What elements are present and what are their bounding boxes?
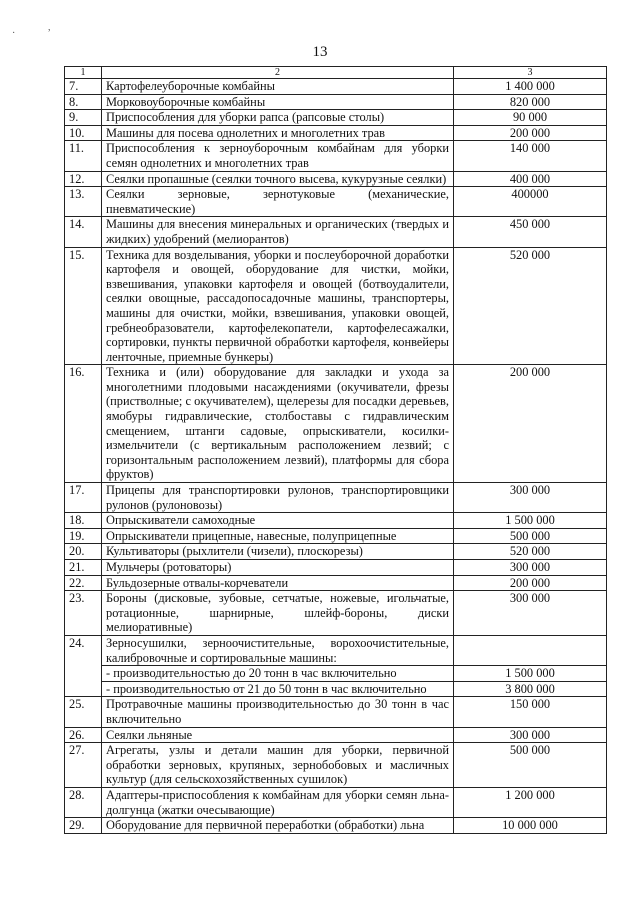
row-number: 23. [65,591,102,636]
row-number: 12. [65,171,102,187]
row-name: Опрыскиватели прицепные, навесные, полуприцепные [102,528,454,544]
row-sum: 500 000 [454,528,607,544]
table-row [65,187,607,217]
table-row [65,171,607,187]
header-col-2: 2 [102,67,454,79]
row-name: Приспособления для уборки рапса (рапсовые столы) [102,110,454,126]
table-row [65,697,607,727]
row-number: 24. [65,635,102,696]
row-number: 22. [65,575,102,591]
row-sum: 300 000 [454,591,607,636]
row-name: Опрыскиватели самоходные [102,513,454,529]
row-sum: 450 000 [454,217,607,247]
row-name: Сеялки льняные [102,727,454,743]
row-sum: 200 000 [454,365,607,483]
row-number: 11. [65,141,102,171]
table-row [65,727,607,743]
table-row [65,110,607,126]
row-name: Агрегаты, узлы и детали машин для уборки, первичной обработки зерновых, крупяных, зернобобовых и масличных культур (для сельскохозяйственных сушилок) [102,743,454,788]
row-sum: 820 000 [454,94,607,110]
table-row [65,125,607,141]
row-number: 29. [65,818,102,834]
row-name: Машины для посева однолетних и многолетних трав [102,125,454,141]
row-number: 14. [65,217,102,247]
row-sum: 10 000 000 [454,818,607,834]
row-number: 28. [65,787,102,817]
row-sum: 400 000 [454,171,607,187]
table-row [65,787,607,817]
row-sum: 90 000 [454,110,607,126]
row-sum: 400000 [454,187,607,217]
row-name: Адаптеры-приспособления к комбайнам для уборки семян льна-долгунца (жатки очесывающие) [102,787,454,817]
page-number: 13 [312,44,328,60]
row-name: Зерносушилки, зерноочистительные, ворохоочистительные, калибровочные и сортировальные машины: [102,635,454,665]
table-row [65,483,607,513]
table-row [65,141,607,171]
table-row [65,365,607,483]
row-sum: 200 000 [454,125,607,141]
table-row [65,513,607,529]
row-name: Культиваторы (рыхлители (чизели), плоскорезы) [102,544,454,560]
row-name: Мульчеры (ротоваторы) [102,560,454,576]
row-name: Прицепы для транспортировки рулонов, транспортировщики рулонов (рулоновозы) [102,483,454,513]
row-sum: 140 000 [454,141,607,171]
row-name: Приспособления к зерноуборочным комбайнам для уборки семян однолетних и многолетних трав [102,141,454,171]
header-col-1: 1 [65,67,102,79]
row-name: Бульдозерные отвалы-корчеватели [102,575,454,591]
row-name: Сеялки зерновые, зернотуковые (механические, пневматические) [102,187,454,217]
row-sum: 520 000 [454,247,607,365]
row-name: Морковоуборочные комбайны [102,94,454,110]
row-number: 13. [65,187,102,217]
row-name: Техника и (или) оборудование для закладки и ухода за многолетними плодовыми насаждениями (окучиватели, фрезы (пристволные; с окучивателем), щелерезы для посадки деревьев, ямобуры гидравлические, столбоставы с гидравлическим смещением, штанги садовые, опрыскиватели, косилки-измельчители (с вертикальным расположением лезвий; с горизонтальным расположением лезвий), платформы для сбора фруктов) [102,365,454,483]
table-row [65,544,607,560]
table-row [65,560,607,576]
row-sum: 150 000 [454,697,607,727]
row-sum: 500 000 [454,743,607,788]
row-number: 18. [65,513,102,529]
row-sum: 1 500 000 [454,513,607,529]
table-row [65,575,607,591]
table-row [65,635,607,665]
row-name: Техника для возделывания, уборки и послеуборочной доработки картофеля и овощей, оборудование для чистки, мойки, взвешивания, упаковки картофеля и овощей (ботвоудалители, сеялки овощные, рассадопосадочные машины, транспортеры, машины для очистки, мойки, взвешивания, упаковки овощей, гребнеобразователи, картофелекопатели, картофелесажалки, сортировки, пункты первичной обработки картофеля, конвейеры ленточные, приемные бункеры) [102,247,454,365]
subrow-name: - производительностью от 21 до 50 тонн в час включительно [102,681,454,697]
table-row [65,591,607,636]
row-name: Оборудование для первичной переработки (обработки) льна [102,818,454,834]
row-number: 21. [65,560,102,576]
row-number: 26. [65,727,102,743]
table-subrow [65,666,607,682]
row-sum: 1 400 000 [454,79,607,95]
row-name: Машины для внесения минеральных и органических (твердых и жидких) удобрений (мелиорантов) [102,217,454,247]
row-sum [454,635,607,665]
table-row [65,79,607,95]
row-number: 10. [65,125,102,141]
row-number: 7. [65,79,102,95]
row-number: 27. [65,743,102,788]
equipment-table [64,66,607,834]
row-number: 8. [65,94,102,110]
table-row [65,94,607,110]
row-sum: 1 200 000 [454,787,607,817]
row-sum: 300 000 [454,560,607,576]
subrow-sum: 3 800 000 [454,681,607,697]
row-sum: 300 000 [454,727,607,743]
table-row [65,528,607,544]
row-number: 19. [65,528,102,544]
row-name: Картофелеуборочные комбайны [102,79,454,95]
row-number: 16. [65,365,102,483]
subrow-sum: 1 500 000 [454,666,607,682]
row-sum: 200 000 [454,575,607,591]
row-name: Сеялки пропашные (сеялки точного высева, кукурузные сеялки) [102,171,454,187]
row-sum: 520 000 [454,544,607,560]
row-number: 20. [65,544,102,560]
table-subrow [65,681,607,697]
table-row [65,247,607,365]
row-name: Протравочные машины производительностью до 30 тонн в час включительно [102,697,454,727]
row-sum: 300 000 [454,483,607,513]
row-number: 25. [65,697,102,727]
row-number: 17. [65,483,102,513]
header-col-3: 3 [454,67,607,79]
table-row [65,217,607,247]
table-row [65,743,607,788]
row-name: Бороны (дисковые, зубовые, сетчатые, ножевые, игольчатые, ротационные, шарнирные, шлейф-бороны, диски мелиоративные) [102,591,454,636]
row-number: 15. [65,247,102,365]
table-header-row [65,67,607,79]
table-row [65,818,607,834]
row-number: 9. [65,110,102,126]
subrow-name: - производительностью до 20 тонн в час включительно [102,666,454,682]
